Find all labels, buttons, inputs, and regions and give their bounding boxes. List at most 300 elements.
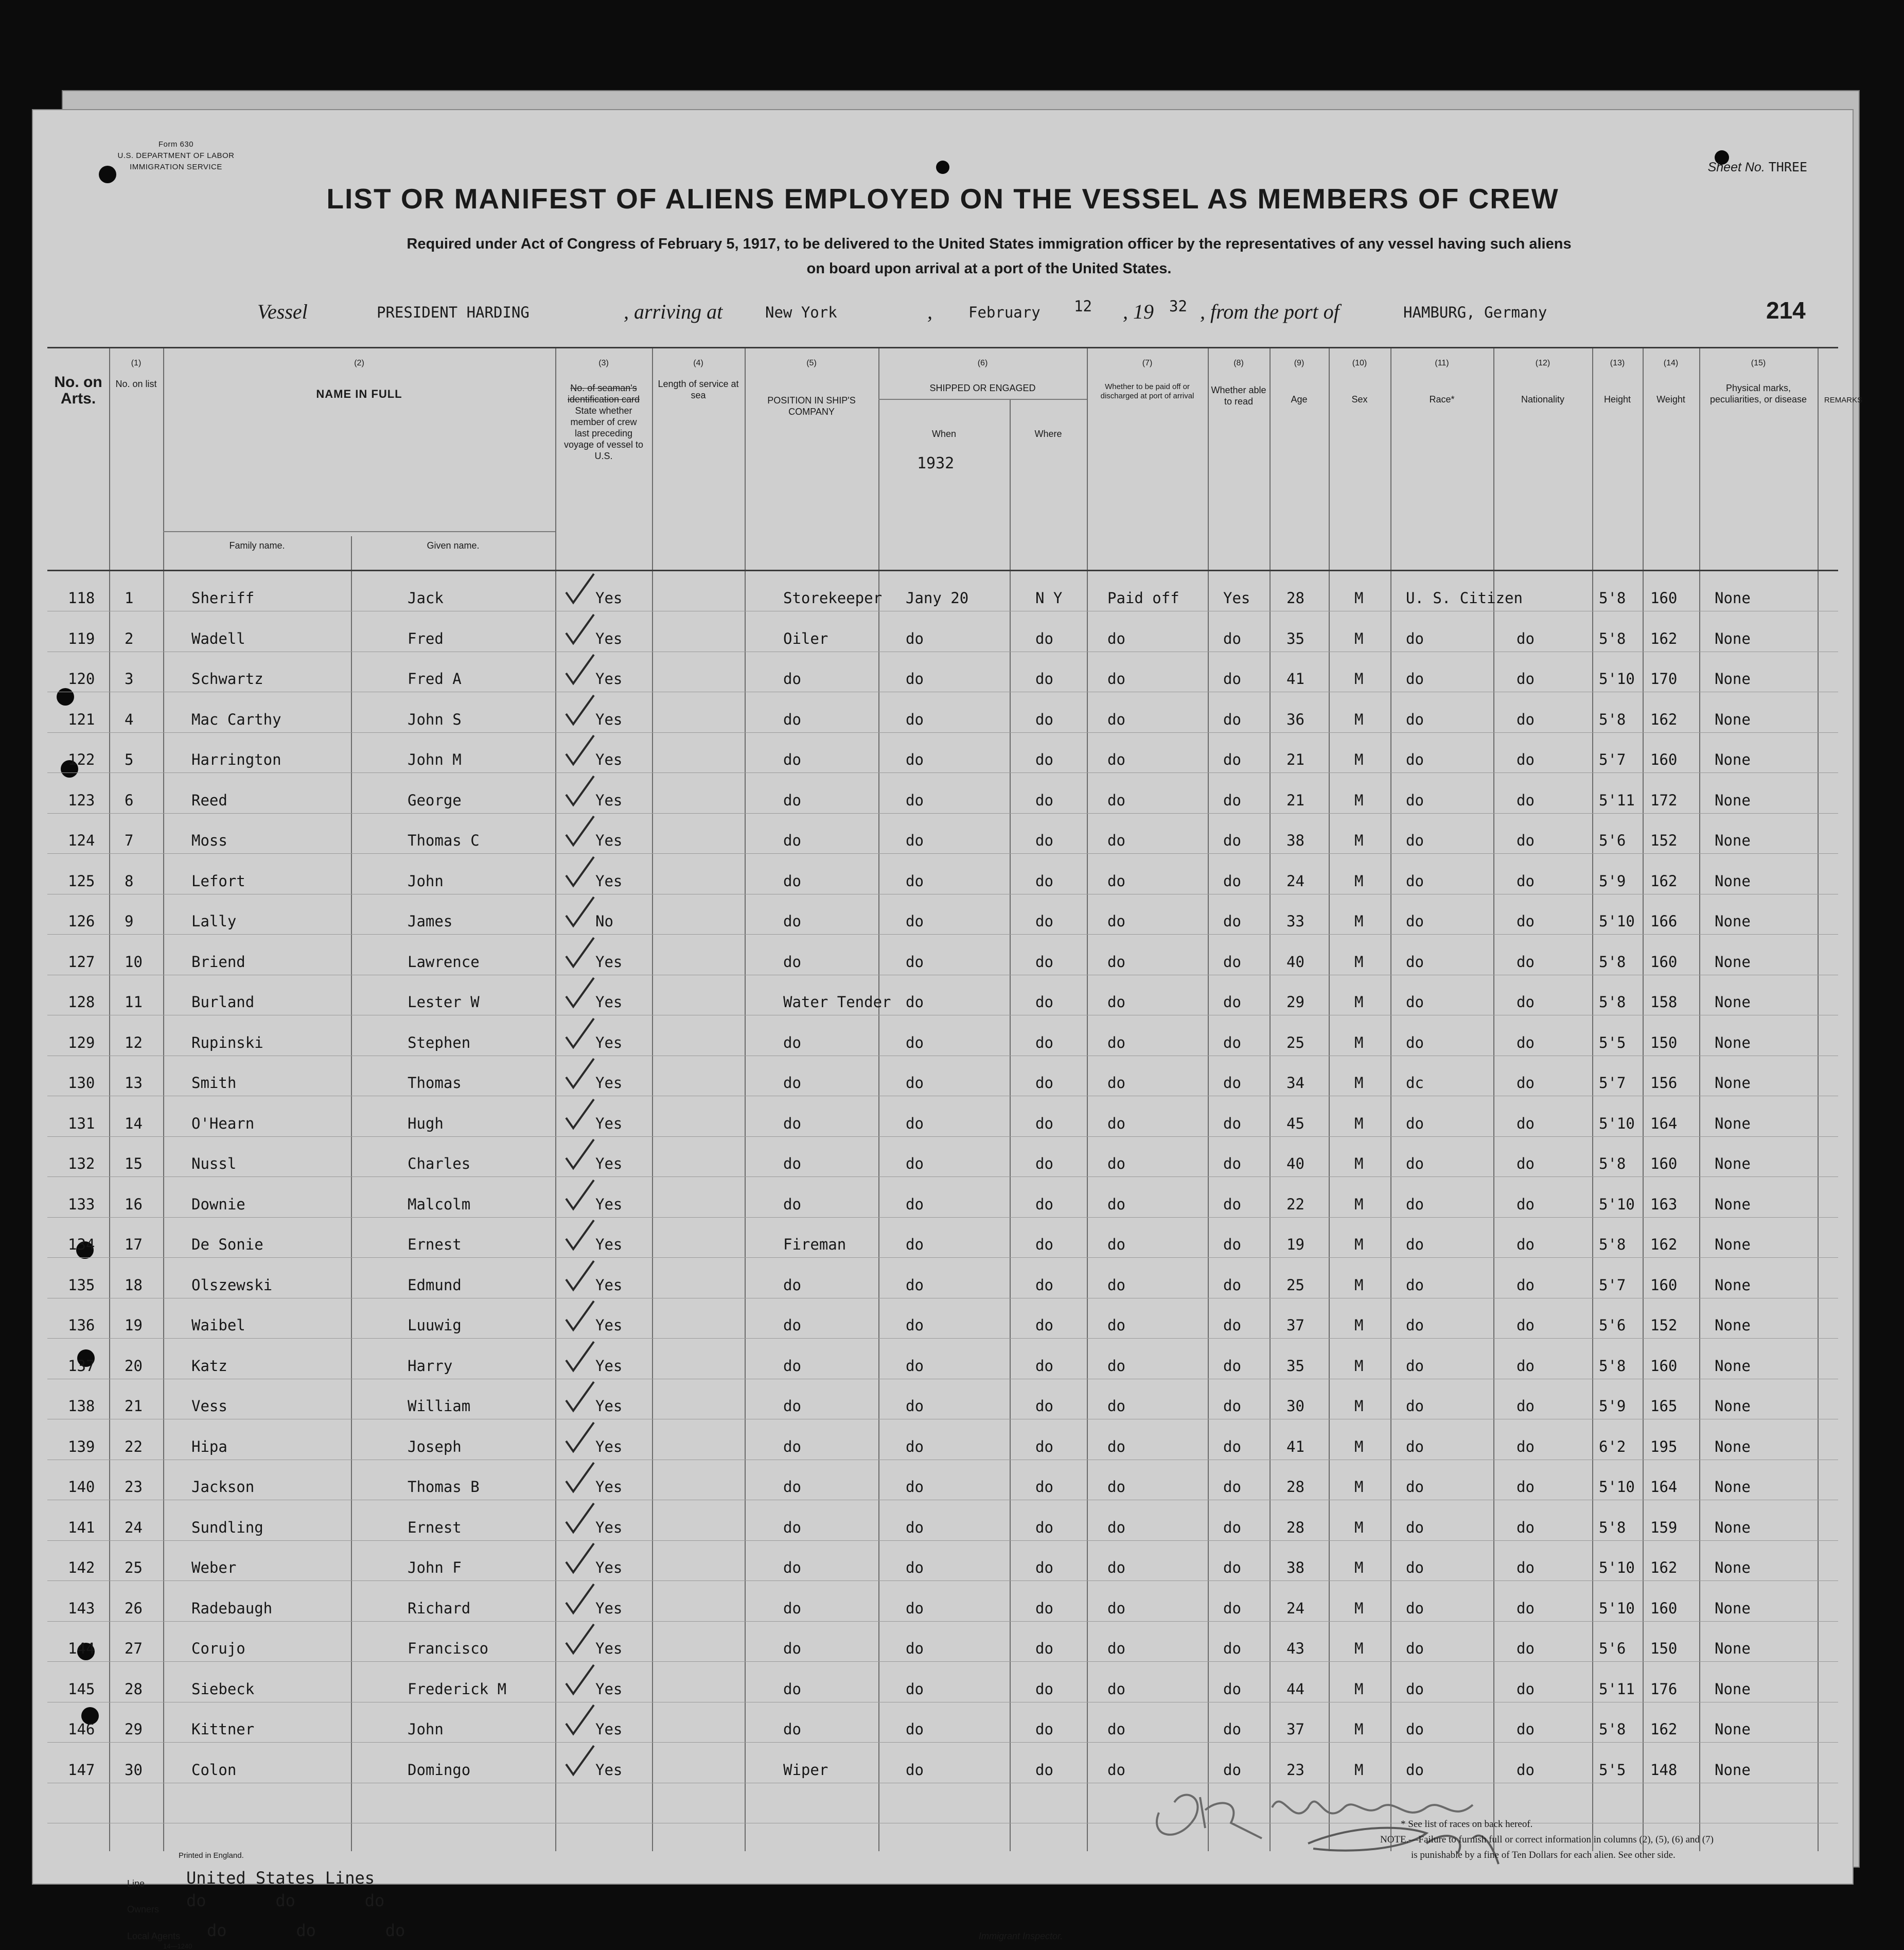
cell-paid-off: do — [1107, 1316, 1125, 1334]
check-mark-icon — [562, 935, 598, 971]
cell-given-name: Malcolm — [408, 1195, 471, 1213]
cell-position: do — [783, 1195, 801, 1213]
cell-family-name: Briend — [191, 953, 245, 971]
cell-sex: M — [1354, 953, 1364, 971]
cell-previous-voyage: Yes — [595, 1276, 623, 1294]
cell-physical-marks: None — [1715, 1559, 1751, 1576]
cell-list-number: 26 — [125, 1599, 143, 1617]
cell-able-to-read: do — [1223, 670, 1241, 688]
cell-paid-off: do — [1107, 1114, 1125, 1132]
cell-physical-marks: None — [1715, 791, 1751, 809]
cell-shipped-when: do — [906, 751, 924, 768]
cell-given-name: Stephen — [408, 1033, 471, 1051]
cell-height: 5'8 — [1599, 1155, 1626, 1172]
cell-sex: M — [1354, 670, 1364, 688]
cell-arts-number: 134 — [68, 1236, 95, 1253]
check-mark-icon — [562, 1540, 598, 1576]
cell-physical-marks: None — [1715, 1195, 1751, 1213]
cell-previous-voyage: Yes — [595, 1437, 623, 1455]
row-separator — [47, 1621, 1838, 1622]
cell-list-number: 12 — [125, 1033, 143, 1051]
table-row — [47, 903, 1838, 942]
cell-arts-number: 139 — [68, 1437, 95, 1455]
cell-able-to-read: do — [1223, 1114, 1241, 1132]
cell-position: do — [783, 912, 801, 930]
row-separator — [47, 1580, 1838, 1581]
cell-position: do — [783, 1559, 801, 1576]
cell-physical-marks: None — [1715, 1599, 1751, 1617]
cell-sex: M — [1354, 1599, 1364, 1617]
table-row — [47, 1226, 1838, 1266]
cell-able-to-read: do — [1223, 1559, 1241, 1576]
cell-arts-number: 130 — [68, 1074, 95, 1092]
table-row — [47, 1752, 1838, 1791]
cell-race: do — [1406, 1518, 1424, 1536]
cell-able-to-read: do — [1223, 1478, 1241, 1496]
subtitle-line-1: Required under Act of Congress of February 5, 1917, to be delivered to the United States immigration officer by the representatives of any vessel having such aliens — [407, 236, 1572, 252]
cell-physical-marks: None — [1715, 953, 1751, 971]
cell-list-number: 17 — [125, 1236, 143, 1253]
check-mark-icon — [562, 975, 598, 1011]
cell-race: do — [1406, 1033, 1424, 1051]
cell-height: 5'5 — [1599, 1761, 1626, 1779]
cell-arts-number: 122 — [68, 751, 95, 768]
cell-shipped-where: do — [1035, 1236, 1053, 1253]
cell-able-to-read: do — [1223, 751, 1241, 768]
cell-age: 21 — [1286, 791, 1304, 809]
cell-sex: M — [1354, 1033, 1364, 1051]
check-mark-icon — [562, 1056, 598, 1092]
subtitle-line-2: on board upon arrival at a port of the United States. — [806, 260, 1172, 277]
cell-age: 23 — [1286, 1761, 1304, 1779]
punch-hole — [936, 161, 949, 174]
cell-list-number: 25 — [125, 1559, 143, 1576]
row-separator — [47, 813, 1838, 814]
cell-shipped-where: do — [1035, 1518, 1053, 1536]
cell-list-number: 5 — [125, 751, 134, 768]
cell-shipped-when: do — [906, 710, 924, 728]
cell-race: do — [1406, 1437, 1424, 1455]
cell-sex: M — [1354, 1518, 1364, 1536]
cell-physical-marks: None — [1715, 1033, 1751, 1051]
cell-position: do — [783, 670, 801, 688]
header-race: Race* — [1429, 394, 1455, 405]
cell-shipped-where: do — [1035, 1195, 1053, 1213]
cell-weight: 156 — [1650, 1074, 1678, 1092]
cell-weight: 150 — [1650, 1033, 1678, 1051]
check-mark-icon — [562, 1339, 598, 1375]
cell-given-name: Richard — [408, 1599, 471, 1617]
cell-previous-voyage: Yes — [595, 1074, 623, 1092]
cell-physical-marks: None — [1715, 1518, 1751, 1536]
manifest-table — [47, 347, 1863, 1851]
cell-given-name: Jack — [408, 589, 444, 607]
table-row — [47, 1550, 1838, 1589]
cell-given-name: Joseph — [408, 1437, 462, 1455]
cell-height: 5'10 — [1599, 1559, 1635, 1576]
cell-previous-voyage: Yes — [595, 1761, 623, 1779]
cell-position: do — [783, 791, 801, 809]
cell-position: do — [783, 1478, 801, 1496]
cell-previous-voyage: Yes — [595, 1559, 623, 1576]
cell-previous-voyage: Yes — [595, 1599, 623, 1617]
header-age: Age — [1291, 394, 1308, 405]
header-col3 — [562, 382, 645, 462]
cell-shipped-when: do — [906, 1357, 924, 1375]
cell-age: 36 — [1286, 710, 1304, 728]
cell-nationality: do — [1517, 1720, 1535, 1738]
row-separator — [47, 1540, 1838, 1541]
cell-shipped-where: do — [1035, 1155, 1053, 1172]
check-mark-icon — [562, 652, 598, 688]
cell-given-name: James — [408, 912, 453, 930]
check-mark-icon — [562, 1298, 598, 1334]
cell-shipped-where: do — [1035, 1680, 1053, 1698]
cell-shipped-where: do — [1035, 1761, 1053, 1779]
header-given-name: Given name. — [427, 540, 480, 551]
cell-shipped-when: do — [906, 1236, 924, 1253]
cell-position: Storekeeper — [783, 589, 883, 607]
cell-shipped-where: do — [1035, 791, 1053, 809]
cell-shipped-where: do — [1035, 912, 1053, 930]
cell-race: do — [1406, 1478, 1424, 1496]
arrival-day: 12 — [1074, 297, 1092, 315]
cell-weight: 150 — [1650, 1640, 1678, 1657]
cell-race: do — [1406, 1357, 1424, 1375]
cell-able-to-read: do — [1223, 1640, 1241, 1657]
cell-list-number: 2 — [125, 629, 134, 647]
cell-previous-voyage: Yes — [595, 1640, 623, 1657]
cell-shipped-where: do — [1035, 1074, 1053, 1092]
cell-paid-off: do — [1107, 670, 1125, 688]
cell-previous-voyage: Yes — [595, 1478, 623, 1496]
table-row — [47, 1025, 1838, 1064]
cell-race: do — [1406, 953, 1424, 971]
cell-able-to-read: do — [1223, 832, 1241, 849]
cell-height: 5'10 — [1599, 912, 1635, 930]
cell-shipped-when: do — [906, 629, 924, 647]
cell-paid-off: do — [1107, 791, 1125, 809]
col-num-7: (7) — [1142, 359, 1153, 367]
cell-family-name: Weber — [191, 1559, 237, 1576]
cell-arts-number: 127 — [68, 953, 95, 971]
header-remarks: REMARKS — [1824, 396, 1863, 405]
header-height: Height — [1603, 394, 1631, 405]
cell-given-name: Harry — [408, 1357, 453, 1375]
cell-sex: M — [1354, 791, 1364, 809]
cell-arts-number: 121 — [68, 710, 95, 728]
cell-arts-number: 147 — [68, 1761, 95, 1779]
cell-weight: 164 — [1650, 1114, 1678, 1132]
header-weight: Weight — [1656, 394, 1685, 405]
cell-nationality: do — [1517, 751, 1535, 768]
cell-height: 5'8 — [1599, 1236, 1626, 1253]
cell-given-name: Thomas — [408, 1074, 462, 1092]
cell-list-number: 4 — [125, 710, 134, 728]
col-num-8: (8) — [1233, 359, 1244, 367]
check-mark-icon — [562, 1581, 598, 1617]
cell-position: do — [783, 710, 801, 728]
header-no-on-list: No. on list — [115, 379, 157, 389]
row-separator — [47, 1338, 1838, 1339]
sheet-number — [1708, 160, 1807, 175]
cell-paid-off: Paid off — [1107, 589, 1179, 607]
cell-physical-marks: None — [1715, 872, 1751, 890]
cell-shipped-where: do — [1035, 953, 1053, 971]
cell-height: 5'10 — [1599, 1478, 1635, 1496]
cell-paid-off: do — [1107, 1640, 1125, 1657]
cell-shipped-where: do — [1035, 1599, 1053, 1617]
cell-paid-off: do — [1107, 1155, 1125, 1172]
cell-arts-number: 119 — [68, 629, 95, 647]
cell-age: 33 — [1286, 912, 1304, 930]
cell-shipped-when: do — [906, 1599, 924, 1617]
cell-family-name: Lefort — [191, 872, 245, 890]
cell-arts-number: 132 — [68, 1155, 95, 1172]
cell-shipped-where: do — [1035, 1114, 1053, 1132]
cell-sex: M — [1354, 1437, 1364, 1455]
cell-paid-off: do — [1107, 1236, 1125, 1253]
cell-family-name: Mac Carthy — [191, 710, 281, 728]
cell-sex: M — [1354, 1357, 1364, 1375]
cell-shipped-where: do — [1035, 1478, 1053, 1496]
cell-list-number: 20 — [125, 1357, 143, 1375]
check-mark-icon — [562, 1743, 598, 1779]
check-mark-icon — [562, 692, 598, 728]
cell-arts-number: 141 — [68, 1518, 95, 1536]
fine-note-2: is punishable by a fine of Ten Dollars for each alien. See other side. — [1411, 1850, 1676, 1860]
row-separator — [47, 1176, 1838, 1177]
cell-arts-number: 126 — [68, 912, 95, 930]
cell-arts-number: 129 — [68, 1033, 95, 1051]
cell-physical-marks: None — [1715, 1437, 1751, 1455]
cell-family-name: Hipa — [191, 1437, 227, 1455]
cell-able-to-read: do — [1223, 1720, 1241, 1738]
cell-family-name: Schwartz — [191, 670, 263, 688]
fine-note-1: NOTE.—Failure to furnish full or correct information in columns (2), (5), (6) and (7) — [1380, 1834, 1714, 1845]
check-mark-icon — [562, 1662, 598, 1698]
cell-age: 28 — [1286, 1518, 1304, 1536]
cell-nationality: do — [1517, 1478, 1535, 1496]
cell-arts-number: 135 — [68, 1276, 95, 1294]
cell-previous-voyage: Yes — [595, 589, 623, 607]
col-num-12: (12) — [1535, 359, 1550, 367]
cell-age: 25 — [1286, 1276, 1304, 1294]
table-row — [47, 1388, 1838, 1427]
cell-paid-off: do — [1107, 953, 1125, 971]
cell-shipped-where: N Y — [1035, 589, 1063, 607]
cell-arts-number: 140 — [68, 1478, 95, 1496]
table-row — [47, 1429, 1838, 1468]
cell-given-name: Domingo — [408, 1761, 471, 1779]
cell-physical-marks: None — [1715, 912, 1751, 930]
cell-nationality: do — [1517, 1599, 1535, 1617]
row-separator — [47, 772, 1838, 773]
cell-nationality: do — [1517, 1155, 1535, 1172]
col-num-4: (4) — [693, 359, 703, 367]
cell-shipped-when: do — [906, 912, 924, 930]
agents-value: do do do — [207, 1921, 406, 1940]
cell-height: 5'6 — [1599, 1316, 1626, 1334]
cell-shipped-when: do — [906, 1195, 924, 1213]
cell-previous-voyage: Yes — [595, 1114, 623, 1132]
cell-list-number: 27 — [125, 1640, 143, 1657]
cell-age: 40 — [1286, 953, 1304, 971]
cell-race: do — [1406, 1316, 1424, 1334]
race-note: * See list of races on back hereof. — [1401, 1819, 1533, 1830]
table-row — [47, 661, 1838, 700]
row-separator — [47, 934, 1838, 935]
cell-paid-off: do — [1107, 1478, 1125, 1496]
cell-age: 34 — [1286, 1074, 1304, 1092]
row-separator — [47, 1217, 1838, 1218]
cell-nationality: do — [1517, 912, 1535, 930]
cell-able-to-read: do — [1223, 1236, 1241, 1253]
cell-able-to-read: do — [1223, 1518, 1241, 1536]
cell-list-number: 23 — [125, 1478, 143, 1496]
check-mark-icon — [562, 1136, 598, 1172]
cell-list-number: 28 — [125, 1680, 143, 1698]
cell-previous-voyage: Yes — [595, 629, 623, 647]
cell-age: 37 — [1286, 1316, 1304, 1334]
cell-given-name: John M — [408, 751, 462, 768]
cell-sex: M — [1354, 1478, 1364, 1496]
cell-arts-number: 143 — [68, 1599, 95, 1617]
cell-weight: 160 — [1650, 1276, 1678, 1294]
cell-position: do — [783, 1155, 801, 1172]
cell-shipped-where: do — [1035, 1559, 1053, 1576]
table-row — [47, 1590, 1838, 1629]
table-row — [47, 782, 1838, 821]
table-row — [47, 1469, 1838, 1508]
cell-shipped-where: do — [1035, 1316, 1053, 1334]
department-name: U.S. DEPARTMENT OF LABOR — [117, 151, 235, 160]
cell-sex: M — [1354, 1316, 1364, 1334]
cell-arts-number: 124 — [68, 832, 95, 849]
cell-able-to-read: do — [1223, 1437, 1241, 1455]
cell-height: 5'10 — [1599, 1195, 1635, 1213]
cell-shipped-when: do — [906, 1478, 924, 1496]
cell-previous-voyage: Yes — [595, 1680, 623, 1698]
cell-shipped-when: Jany 20 — [906, 589, 969, 607]
cell-physical-marks: None — [1715, 1236, 1751, 1253]
cell-physical-marks: None — [1715, 670, 1751, 688]
header-position: POSITION IN SHIP'S COMPANY — [767, 395, 856, 417]
cell-family-name: Colon — [191, 1761, 237, 1779]
col-num-14: (14) — [1663, 359, 1679, 367]
cell-nationality: do — [1517, 1761, 1535, 1779]
cell-race: do — [1406, 832, 1424, 849]
cell-arts-number: 118 — [68, 589, 95, 607]
cell-age: 25 — [1286, 1033, 1304, 1051]
cell-race: do — [1406, 1114, 1424, 1132]
cell-height: 5'8 — [1599, 1357, 1626, 1375]
cell-previous-voyage: No — [595, 912, 613, 930]
cell-family-name: Vess — [191, 1397, 227, 1415]
cell-arts-number: 138 — [68, 1397, 95, 1415]
cell-family-name: Downie — [191, 1195, 245, 1213]
cell-race: do — [1406, 872, 1424, 890]
cell-given-name: Frederick M — [408, 1680, 507, 1698]
cell-paid-off: do — [1107, 993, 1125, 1011]
cell-nationality: do — [1517, 993, 1535, 1011]
cell-family-name: Harrington — [191, 751, 281, 768]
cell-family-name: Kittner — [191, 1720, 255, 1738]
check-mark-icon — [562, 1500, 598, 1536]
cell-shipped-when: do — [906, 1559, 924, 1576]
cell-sex: M — [1354, 629, 1364, 647]
cell-paid-off: do — [1107, 1761, 1125, 1779]
cell-paid-off: do — [1107, 751, 1125, 768]
cell-weight: 160 — [1650, 953, 1678, 971]
cell-previous-voyage: Yes — [595, 1155, 623, 1172]
table-row — [47, 1711, 1838, 1750]
cell-weight: 162 — [1650, 1720, 1678, 1738]
table-row — [47, 580, 1838, 619]
cell-height: 5'8 — [1599, 629, 1626, 647]
cell-shipped-when: do — [906, 1680, 924, 1698]
cell-able-to-read: do — [1223, 791, 1241, 809]
cell-list-number: 3 — [125, 670, 134, 688]
row-separator — [47, 732, 1838, 733]
line-value: United States Lines — [186, 1868, 375, 1888]
cell-sex: M — [1354, 1276, 1364, 1294]
cell-able-to-read: do — [1223, 912, 1241, 930]
cell-race: do — [1406, 1559, 1424, 1576]
cell-family-name: O'Hearn — [191, 1114, 255, 1132]
cell-race: do — [1406, 1680, 1424, 1698]
sheet-number-label: Sheet No. — [1707, 160, 1765, 174]
cell-list-number: 18 — [125, 1276, 143, 1294]
cell-position: do — [783, 832, 801, 849]
cell-height: 5'8 — [1599, 710, 1626, 728]
cell-sex: M — [1354, 1195, 1364, 1213]
vessel-line — [32, 297, 1854, 330]
cell-age: 35 — [1286, 629, 1304, 647]
cell-list-number: 19 — [125, 1316, 143, 1334]
cell-given-name: John — [408, 872, 444, 890]
cell-able-to-read: do — [1223, 872, 1241, 890]
cell-previous-voyage: Yes — [595, 1033, 623, 1051]
cell-weight: 165 — [1650, 1397, 1678, 1415]
cell-position: do — [783, 1316, 801, 1334]
cell-sex: M — [1354, 589, 1364, 607]
cell-list-number: 16 — [125, 1195, 143, 1213]
page-number: 214 — [1766, 297, 1806, 324]
cell-shipped-when: do — [906, 1155, 924, 1172]
cell-weight: 160 — [1650, 1599, 1678, 1617]
cell-nationality: do — [1517, 1114, 1535, 1132]
cell-list-number: 15 — [125, 1155, 143, 1172]
cell-nationality: do — [1517, 670, 1535, 688]
cell-position: do — [783, 872, 801, 890]
cell-given-name: George — [408, 791, 462, 809]
cell-weight: 166 — [1650, 912, 1678, 930]
table-row — [47, 1267, 1838, 1306]
cell-sex: M — [1354, 1640, 1364, 1657]
cell-race: dc — [1406, 1074, 1424, 1092]
from-port-label: , from the port of — [1200, 300, 1339, 323]
cell-paid-off: do — [1107, 1357, 1125, 1375]
cell-sex: M — [1354, 912, 1364, 930]
vessel-label: Vessel — [257, 300, 308, 323]
cell-given-name: Francisco — [408, 1640, 489, 1657]
cell-age: 38 — [1286, 1559, 1304, 1576]
cell-list-number: 8 — [125, 872, 134, 890]
cell-paid-off: do — [1107, 710, 1125, 728]
row-separator — [47, 1136, 1838, 1137]
cell-list-number: 9 — [125, 912, 134, 930]
